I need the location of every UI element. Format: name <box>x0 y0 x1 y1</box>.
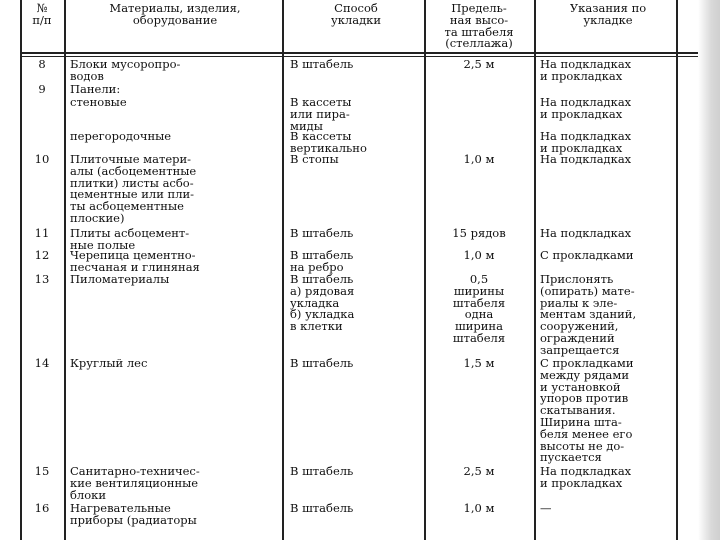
height-cell: 2,5 м <box>463 466 495 478</box>
row-number: 13 <box>34 274 50 286</box>
notes-cell: На подкладках <box>540 228 632 240</box>
height-cell: 1,0 м <box>463 250 495 262</box>
column-rule-1 <box>64 0 66 540</box>
material-cell: стеновые <box>70 97 127 109</box>
notes-cell: На подкладках и прокладках <box>540 97 632 121</box>
method-cell: В стопы <box>290 154 339 166</box>
column-rule-0 <box>20 0 22 540</box>
header-rule-0 <box>20 52 698 54</box>
notes-cell: На подкладках <box>540 154 632 166</box>
material-cell: Плиты асбоцемент- ные полые <box>70 228 190 252</box>
header-number: № п/п <box>32 3 52 27</box>
method-cell: В штабель на ребро <box>290 250 354 274</box>
method-cell: В кассеты вертикально <box>290 131 367 155</box>
method-cell: В штабель <box>290 59 354 71</box>
header-notes: Указания по укладке <box>569 3 647 27</box>
material-cell: Круглый лес <box>70 358 148 370</box>
header-height: Предель- ная высо- та штабеля (стеллажа) <box>444 3 514 51</box>
height-cell: 0,5 ширины штабеля одна ширина штабеля <box>452 274 506 345</box>
header-method: Способ укладки <box>330 3 382 27</box>
notes-cell: Прислонять (опирать) мате- риалы к эле- ментам зданий, сооружений, ограждений запрещается <box>540 274 637 357</box>
notes-cell: На подкладках и прокладках <box>540 131 632 155</box>
row-number: 12 <box>34 250 50 262</box>
notes-cell: С прокладками между рядами и установкой упоров против скатывания. Ширина шта- беля менее его высоты не до- пускается <box>540 358 634 465</box>
method-cell: В кассеты или пира- миды <box>290 97 352 133</box>
column-rule-4 <box>534 0 536 540</box>
material-cell: Нагревательные приборы (радиаторы <box>70 503 197 527</box>
row-number: 15 <box>34 466 50 478</box>
column-rule-2 <box>282 0 284 540</box>
notes-cell: — <box>540 503 552 515</box>
notes-cell: С прокладками <box>540 250 634 262</box>
method-cell: В штабель <box>290 228 354 240</box>
row-number: 11 <box>34 228 50 240</box>
height-cell: 2,5 м <box>463 59 495 71</box>
material-cell: Панели: <box>70 84 121 96</box>
notes-cell: На подкладках и прокладках <box>540 59 632 83</box>
notes-cell: На подкладках и прокладках <box>540 466 632 490</box>
column-rule-5 <box>676 0 678 540</box>
method-cell: В штабель а) рядовая укладка б) укладка в клетки <box>290 274 355 333</box>
material-cell: перегородочные <box>70 131 172 143</box>
row-number: 14 <box>34 358 50 370</box>
row-number: 16 <box>34 503 50 515</box>
method-cell: В штабель <box>290 466 354 478</box>
material-cell: Черепица цементно- песчаная и глиняная <box>70 250 200 274</box>
material-cell: Санитарно-техничес- кие вентиляционные блоки <box>70 466 200 502</box>
row-number: 8 <box>38 59 46 71</box>
material-cell: Плиточные матери- алы (асбоцементные плитки) листы асбо- цементные или пли- ты асбоцементные плоские) <box>70 154 197 225</box>
header-rule-1 <box>20 56 698 57</box>
method-cell: В штабель <box>290 358 354 370</box>
height-cell: 15 рядов <box>452 228 506 240</box>
height-cell: 1,5 м <box>463 358 495 370</box>
height-cell: 1,0 м <box>463 154 495 166</box>
row-number: 10 <box>34 154 50 166</box>
page-edge-shadow <box>698 0 720 540</box>
height-cell: 1,0 м <box>463 503 495 515</box>
material-cell: Блоки мусоропро- водов <box>70 59 181 83</box>
table-grid <box>20 0 698 540</box>
material-cell: Пиломатериалы <box>70 274 170 286</box>
method-cell: В штабель <box>290 503 354 515</box>
header-material: Материалы, изделия, оборудование <box>109 3 241 27</box>
column-rule-3 <box>424 0 426 540</box>
row-number: 9 <box>38 84 46 96</box>
